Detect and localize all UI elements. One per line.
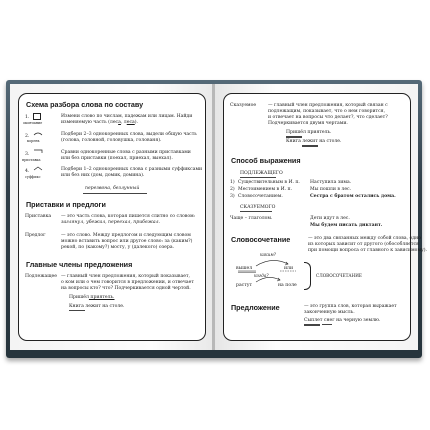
diagram-label: СЛОВОСОЧЕТАНИЕ — [316, 273, 362, 278]
predicate-line-3: и отвечает на вопросы что делает?, что сделает? — [268, 115, 388, 120]
prep-row-1-line-1: — это часть слова, которая пишется слитно со словом: — [61, 214, 196, 219]
subject-line-1: — главный член предложения, который показывает, — [61, 274, 190, 279]
subj-row-2-num: 2) — [230, 187, 235, 192]
predicate-example-1: Пришёл приятель. — [286, 130, 332, 135]
diagram-question-1: каким? — [260, 252, 276, 257]
pred-row-1-what: Чаще – глаголом. — [230, 216, 273, 221]
item-1-caption: окончание — [23, 121, 43, 125]
phrase-line-3: при помощи вопроса от главного к зависимому). — [308, 248, 427, 253]
item-4-line-1: Подбери 1–2 однокоренных слова с разными суффиксами — [61, 167, 203, 172]
prep-row-2-line-1: — это слово. Между предлогом и следующим словом — [61, 233, 191, 238]
sentence-line-1: — это группа слов, которая выражает — [304, 304, 397, 309]
phrase-title: Словосочетание — [231, 235, 291, 244]
sentence-line-2: законченную мысль. — [304, 310, 355, 315]
prep-row-2-line-3: рекой, по (какому?) мосту, у (далекого) озера. — [61, 245, 175, 250]
subj-row-1-num: 1) — [230, 180, 235, 185]
subject-term: Подлежащее — [25, 274, 57, 279]
predicate-term: Сказуемое — [230, 103, 257, 108]
members-title: Главные члены предложения — [26, 260, 133, 269]
item-1-num: 1. — [25, 115, 30, 120]
diagram-brace — [304, 262, 311, 290]
item-4-num: 4. — [25, 169, 30, 174]
diagram-word-3: растут — [236, 283, 253, 288]
item-3-line-1: Сравни однокоренные слова с разными приставками — [61, 150, 191, 155]
prep-row-1-line-2: заглянул, убежал, переехал, прибежал. — [61, 220, 161, 225]
suffix-mark-icon — [33, 166, 43, 171]
item-3-line-2: или без приставки (поехал, приехал, выехал). — [61, 156, 173, 161]
subj-head-underline — [240, 177, 276, 178]
example-underline — [83, 193, 147, 194]
subj-row-2-ex: Мы пошли в лес. — [310, 187, 352, 192]
prep-title: Приставки и предлоги — [26, 200, 106, 209]
sentence-line-b — [304, 325, 320, 326]
prefix-mark-icon — [33, 149, 43, 154]
subj-row-2-what: Местоимением в И. п. — [238, 187, 293, 192]
right-page — [215, 84, 427, 350]
subj-row-3-what: Словосочетанием. — [238, 194, 283, 199]
morpheme-title: Схема разбора слова по составу — [26, 100, 144, 109]
item-2-caption: корень — [27, 139, 40, 143]
phrase-line-2: из которых зависит от другого (обособляется — [308, 242, 419, 247]
sentence-example: Сыплет снег на черную землю. — [304, 318, 381, 323]
item-4-caption: суффикс — [25, 175, 41, 179]
item-3-caption: приставка — [22, 158, 41, 162]
item-2-line-1: Подбери 2–3 однокоренных слова, выдели общую часть — [61, 132, 197, 137]
predicate-line-1: — главный член предложения, который связан с — [268, 103, 388, 108]
subj-row-1-what: Существительным в И. п. — [238, 180, 300, 185]
pred-row-2-ex: Мы будем писать диктант. — [310, 223, 383, 228]
prep-term-2: Предлог — [25, 233, 46, 238]
subj-row-3-ex: Сестра с братом остались дома. — [310, 194, 396, 199]
subject-line-2: о ком или о чем говорится в предложении, и отвечает — [61, 280, 194, 285]
subject-example-2: Книга лежит на столе. — [69, 304, 125, 309]
item-2-line-2: (голова, головной, головушка, голованя). — [61, 138, 162, 143]
left-page — [10, 84, 213, 350]
item-2-num: 2. — [25, 134, 30, 139]
prep-row-2-line-2: можно вставить вопрос или другое слово: за (каким?) — [61, 239, 193, 244]
subject-head: ПОДЛЕЖАЩЕГО — [240, 171, 283, 176]
root-arc-icon — [33, 131, 43, 136]
item-3-num: 3. — [25, 152, 30, 157]
item-1-line-2: изменяемую часть (леса, леса). — [61, 120, 139, 125]
predicate-line-2: подлежащим, показывает, что о нем говорится, — [268, 109, 386, 114]
item-4-line-2: или без них (дом, домик, домина). — [61, 173, 145, 178]
ending-mark-icon — [33, 113, 41, 120]
subj-row-1-ex: Наступила зима. — [310, 180, 352, 185]
means-title: Способ выражения — [231, 156, 301, 165]
morpheme-example: перезвона, безлунный — [85, 186, 140, 191]
diagram-word-1: вышел — [236, 266, 253, 271]
pred-line-d — [302, 146, 318, 147]
right-panel — [223, 93, 427, 341]
subject-line-3: на вопросы кто? что? Подчеркивается одной чертой. — [61, 286, 191, 291]
open-book — [6, 80, 427, 358]
subject-underline — [69, 310, 85, 311]
diagram-word-4: на поле — [278, 283, 297, 288]
predicate-head: СКАЗУЕМОГО — [240, 205, 276, 210]
predicate-line-4: Подчеркивается двумя чертами. — [268, 121, 348, 126]
sentence-title: Предложение — [231, 303, 280, 312]
sentence-line-c — [322, 324, 332, 325]
pred-row-1-ex: Дети идут в лес. — [310, 216, 350, 221]
prep-term-1: Приставка — [25, 214, 52, 219]
predicate-example-2: Книга лежит на столе. — [286, 139, 342, 144]
left-panel — [18, 93, 206, 341]
phrase-line-1: — это два связанных между собой слова, одно — [308, 236, 421, 241]
subj-row-3-num: 3) — [230, 194, 235, 199]
diagram-question-2: когда? — [254, 273, 269, 278]
subject-example-1: Пришёл приятель. — [69, 295, 115, 300]
pred-head-underline — [240, 211, 272, 212]
diagram-word-2: или — [284, 266, 294, 271]
item-1-line-1: Измени слово по числам, падежам или лицам. Найди — [61, 114, 193, 119]
